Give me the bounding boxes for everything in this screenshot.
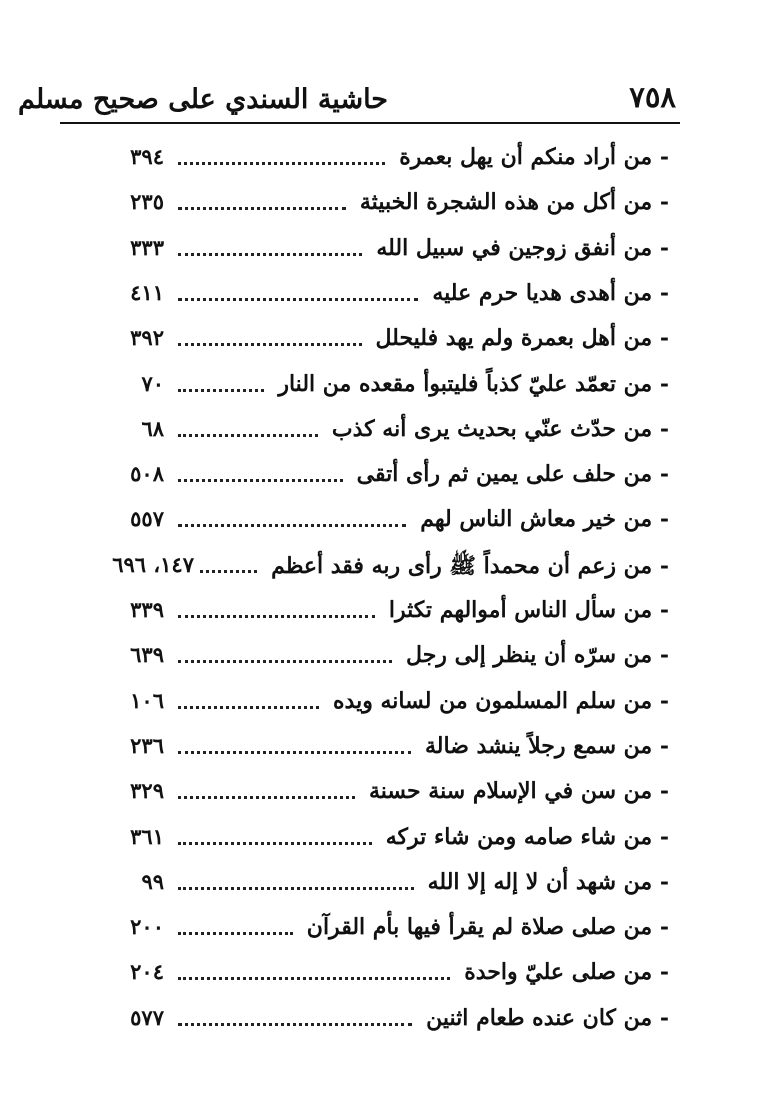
entry-page-number: ٢٣٥ <box>130 189 164 214</box>
leader-dots <box>178 887 414 890</box>
entry-text: - من أنفق زوجين في سبيل الله <box>376 235 669 261</box>
index-entry <box>0 1001 761 1045</box>
leader-dots <box>178 977 450 980</box>
entry-text: - من سأل الناس أموالهم تكثرا <box>388 597 669 623</box>
leader-dots <box>178 706 319 709</box>
index-entry <box>0 321 761 365</box>
page-header <box>18 78 680 122</box>
page-number: ٧٥٨ <box>629 80 676 114</box>
leader-dots <box>178 207 346 210</box>
index-entry <box>0 140 761 184</box>
entry-page-number: ١٠٦ <box>130 688 164 713</box>
entry-text: - من أراد منكم أن يهل بعمرة <box>399 144 669 170</box>
entry-text: - من أكل من هذه الشجرة الخبيثة <box>359 189 669 215</box>
entry-text: - من سرّه أن ينظر إلى رجل <box>406 642 669 668</box>
index-entry <box>0 457 761 501</box>
leader-dots <box>178 389 264 392</box>
entry-page-number: ٣٩٤ <box>130 144 164 169</box>
index-entry <box>0 910 761 954</box>
book-title: حاشية السندي على صحيح مسلم <box>18 84 388 115</box>
leader-dots <box>178 343 362 346</box>
entry-page-number: ٢٠٤ <box>130 959 164 984</box>
leader-dots <box>178 524 406 527</box>
index-entry <box>0 638 761 682</box>
entry-page-number: ٦٨ <box>141 416 164 441</box>
leader-dots <box>178 932 293 935</box>
index-entry <box>0 729 761 773</box>
entry-page-number: ٢٠٠ <box>130 914 164 939</box>
entry-page-number: ٣٩٢ <box>130 325 164 350</box>
index-entry <box>0 185 761 229</box>
index-entry <box>0 684 761 728</box>
entry-page-number: ٣٣٣ <box>130 235 164 260</box>
leader-dots <box>200 570 257 573</box>
entry-page-number: ٩٩ <box>141 869 164 894</box>
entry-text: - من حدّث عنّي بحديث يرى أنه كذب <box>331 416 669 442</box>
index-entry <box>0 820 761 864</box>
entry-page-number: ٢٣٦ <box>130 733 164 758</box>
index-entry <box>0 865 761 909</box>
entry-text: - من أهل بعمرة ولم يهد فليحلل <box>375 325 669 351</box>
leader-dots <box>178 479 343 482</box>
entry-text: - من حلف على يمين ثم رأى أتقى <box>356 461 669 487</box>
entry-page-number: ٤١١ <box>130 280 164 305</box>
entry-text: - من سن في الإسلام سنة حسنة <box>368 778 669 804</box>
index-entry <box>0 593 761 637</box>
entry-page-number: ٦٣٩ <box>130 642 164 667</box>
leader-dots <box>178 796 355 799</box>
entry-text: - من سمع رجلاً ينشد ضالة <box>425 733 669 759</box>
leader-dots <box>178 253 362 256</box>
entry-page-number: ٥٠٨ <box>130 461 164 486</box>
entry-text: - من شهد أن لا إله إلا الله <box>427 869 669 895</box>
leader-dots <box>178 434 318 437</box>
leader-dots <box>178 162 385 165</box>
index-entry <box>0 276 761 320</box>
header-divider <box>60 122 680 124</box>
index-entry <box>0 231 761 275</box>
index-entry <box>0 774 761 818</box>
index-entry <box>0 548 761 592</box>
index-entry <box>0 502 761 546</box>
entry-text: - من زعم أن محمداً ﷺ رأى ربه فقد أعظم <box>271 553 669 579</box>
entry-text: - من صلى صلاة لم يقرأ فيها بأم القرآن <box>306 914 669 940</box>
leader-dots <box>178 1023 412 1026</box>
entry-page-number: ٧٠ <box>141 371 164 396</box>
entry-page-number: ١٤٧، ٦٩٦ <box>112 552 194 577</box>
index-entry <box>0 367 761 411</box>
index-entry <box>0 412 761 456</box>
index-entry <box>0 955 761 999</box>
entry-text: - من سلم المسلمون من لسانه ويده <box>333 688 669 714</box>
entry-page-number: ٣٣٩ <box>130 597 164 622</box>
leader-dots <box>178 751 411 754</box>
entry-text: - من أهدى هديا حرم عليه <box>432 280 669 306</box>
entry-page-number: ٥٧٧ <box>130 1005 164 1030</box>
leader-dots <box>178 298 418 301</box>
entry-page-number: ٣٦١ <box>130 824 164 849</box>
leader-dots <box>178 842 372 845</box>
leader-dots <box>178 660 392 663</box>
entry-text: - من تعمّد عليّ كذباً فليتبوأ مقعده من النار <box>278 371 669 397</box>
entry-text: - من شاء صامه ومن شاء تركه <box>385 824 669 850</box>
entry-page-number: ٥٥٧ <box>130 506 164 531</box>
entry-text: - من صلى عليّ واحدة <box>464 959 669 985</box>
entry-text: - من كان عنده طعام اثنين <box>426 1005 669 1031</box>
entry-text: - من خير معاش الناس لهم <box>420 506 669 532</box>
leader-dots <box>178 615 375 618</box>
entry-page-number: ٣٢٩ <box>130 778 164 803</box>
